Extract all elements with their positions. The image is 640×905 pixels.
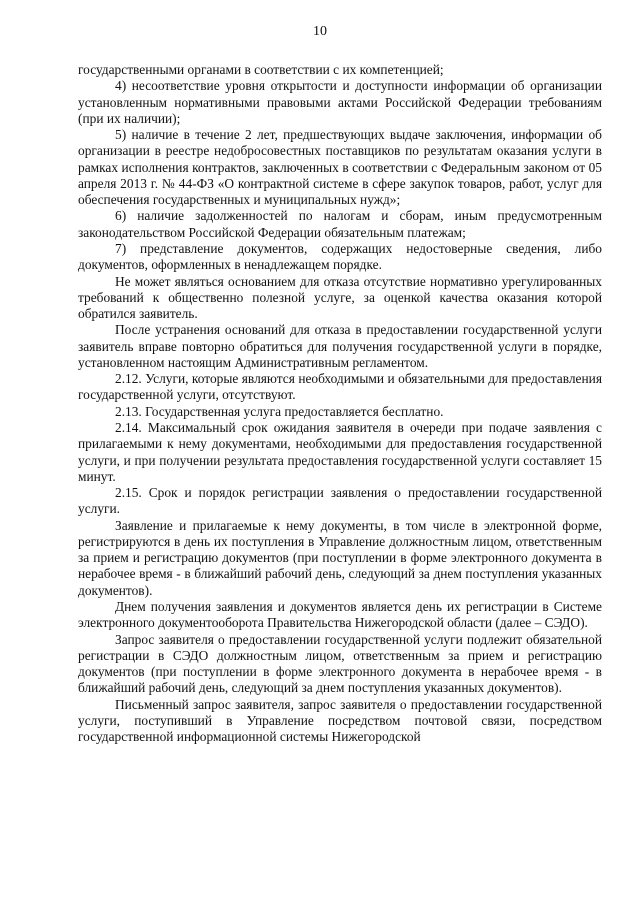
paragraph-section-2-15: 2.15. Срок и порядок регистрации заявления о предоставлении государственной услуги. (78, 485, 602, 517)
document-body (78, 62, 602, 745)
paragraph-item-7: 7) представление документов, содержащих недостоверные сведения, либо документов, оформленных в ненадлежащем порядке. (78, 240, 602, 273)
paragraph-registration: Заявление и прилагаемые к нему документы, в том числе в электронной форме, регистрируются в день их поступления в Управление должностным лицом, ответственным за прием и регистрацию документов (при поступлении в форме электронного документа в нерабочее время - в ближайший рабочий день, следующий за днем поступления указанных документов). (78, 517, 602, 598)
paragraph-section-2-12: 2.12. Услуги, которые являются необходимыми и обязательными для предоставления государственной услуги, отсутствуют. (78, 371, 602, 403)
page-number: 10 (313, 24, 327, 39)
paragraph-item-6: 6) наличие задолженностей по налогам и сборам, иным предусмотренным законодательством Российской Федерации обязательным платежам; (78, 208, 602, 240)
paragraph-request-registration: Запрос заявителя о предоставлении государственной услуги подлежит обязательной регистрации в СЭДО должностным лицом, ответственным за прием и регистрацию документов (при поступлении в форме электронного документа в нерабочее время - в ближайший рабочий день, следующий за днем поступления указанных документов). (78, 631, 602, 696)
paragraph-section-2-13: 2.13. Государственная услуга предоставляется бесплатно. (115, 403, 444, 419)
paragraph-item-4: 4) несоответствие уровня открытости и доступности информации об организации установленным нормативными правовыми актами Российской Федерации требованиям (при их наличии); (78, 78, 602, 126)
paragraph-item-5: 5) наличие в течение 2 лет, предшествующих выдаче заключения, информации об организации в реестре недобросовестных поставщиков по результатам оказания услуги в рамках исполнения контрактов, заключенных в соответствии с Федеральным законом от 05 апреля 2013 г. № 44-ФЗ «О контрактной системе в сфере закупок товаров, работ, услуг для обеспечения государственных и муниципальных нужд»; (78, 127, 602, 207)
paragraph-receipt-day: Днем получения заявления и документов является день их регистрации в Системе электронного документооборота Правительства Нижегородской области (далее – СЭДО). (78, 598, 602, 631)
paragraph-written-request: Письменный запрос заявителя, запрос заявителя о предоставлении государственной услуги, поступивший в Управление посредством почтовой связи, посредством государственной информационной системы Нижегородской (78, 696, 602, 744)
paragraph-section-2-14: 2.14. Максимальный срок ожидания заявителя в очереди при подаче заявления с прилагаемыми к нему документами, необходимыми для предоставления государственной услуги, и при получении результата предоставления государственной услуги составляет 15 минут. (78, 420, 602, 484)
paragraph-no-refusal-basis: Не может являться основанием для отказа отсутствие нормативно урегулированных требований к общественно полезной услуге, за оценкой качества оказания которой обратился заявитель. (78, 273, 602, 321)
paragraph-reapply: После устранения оснований для отказа в предоставлении государственной услуги заявитель вправе повторно обратиться для получения государственной услуги в порядке, установленном настоящим Административным регламентом. (78, 322, 602, 370)
paragraph-continuation: государственными органами в соответствии с их компетенцией; (78, 62, 444, 77)
